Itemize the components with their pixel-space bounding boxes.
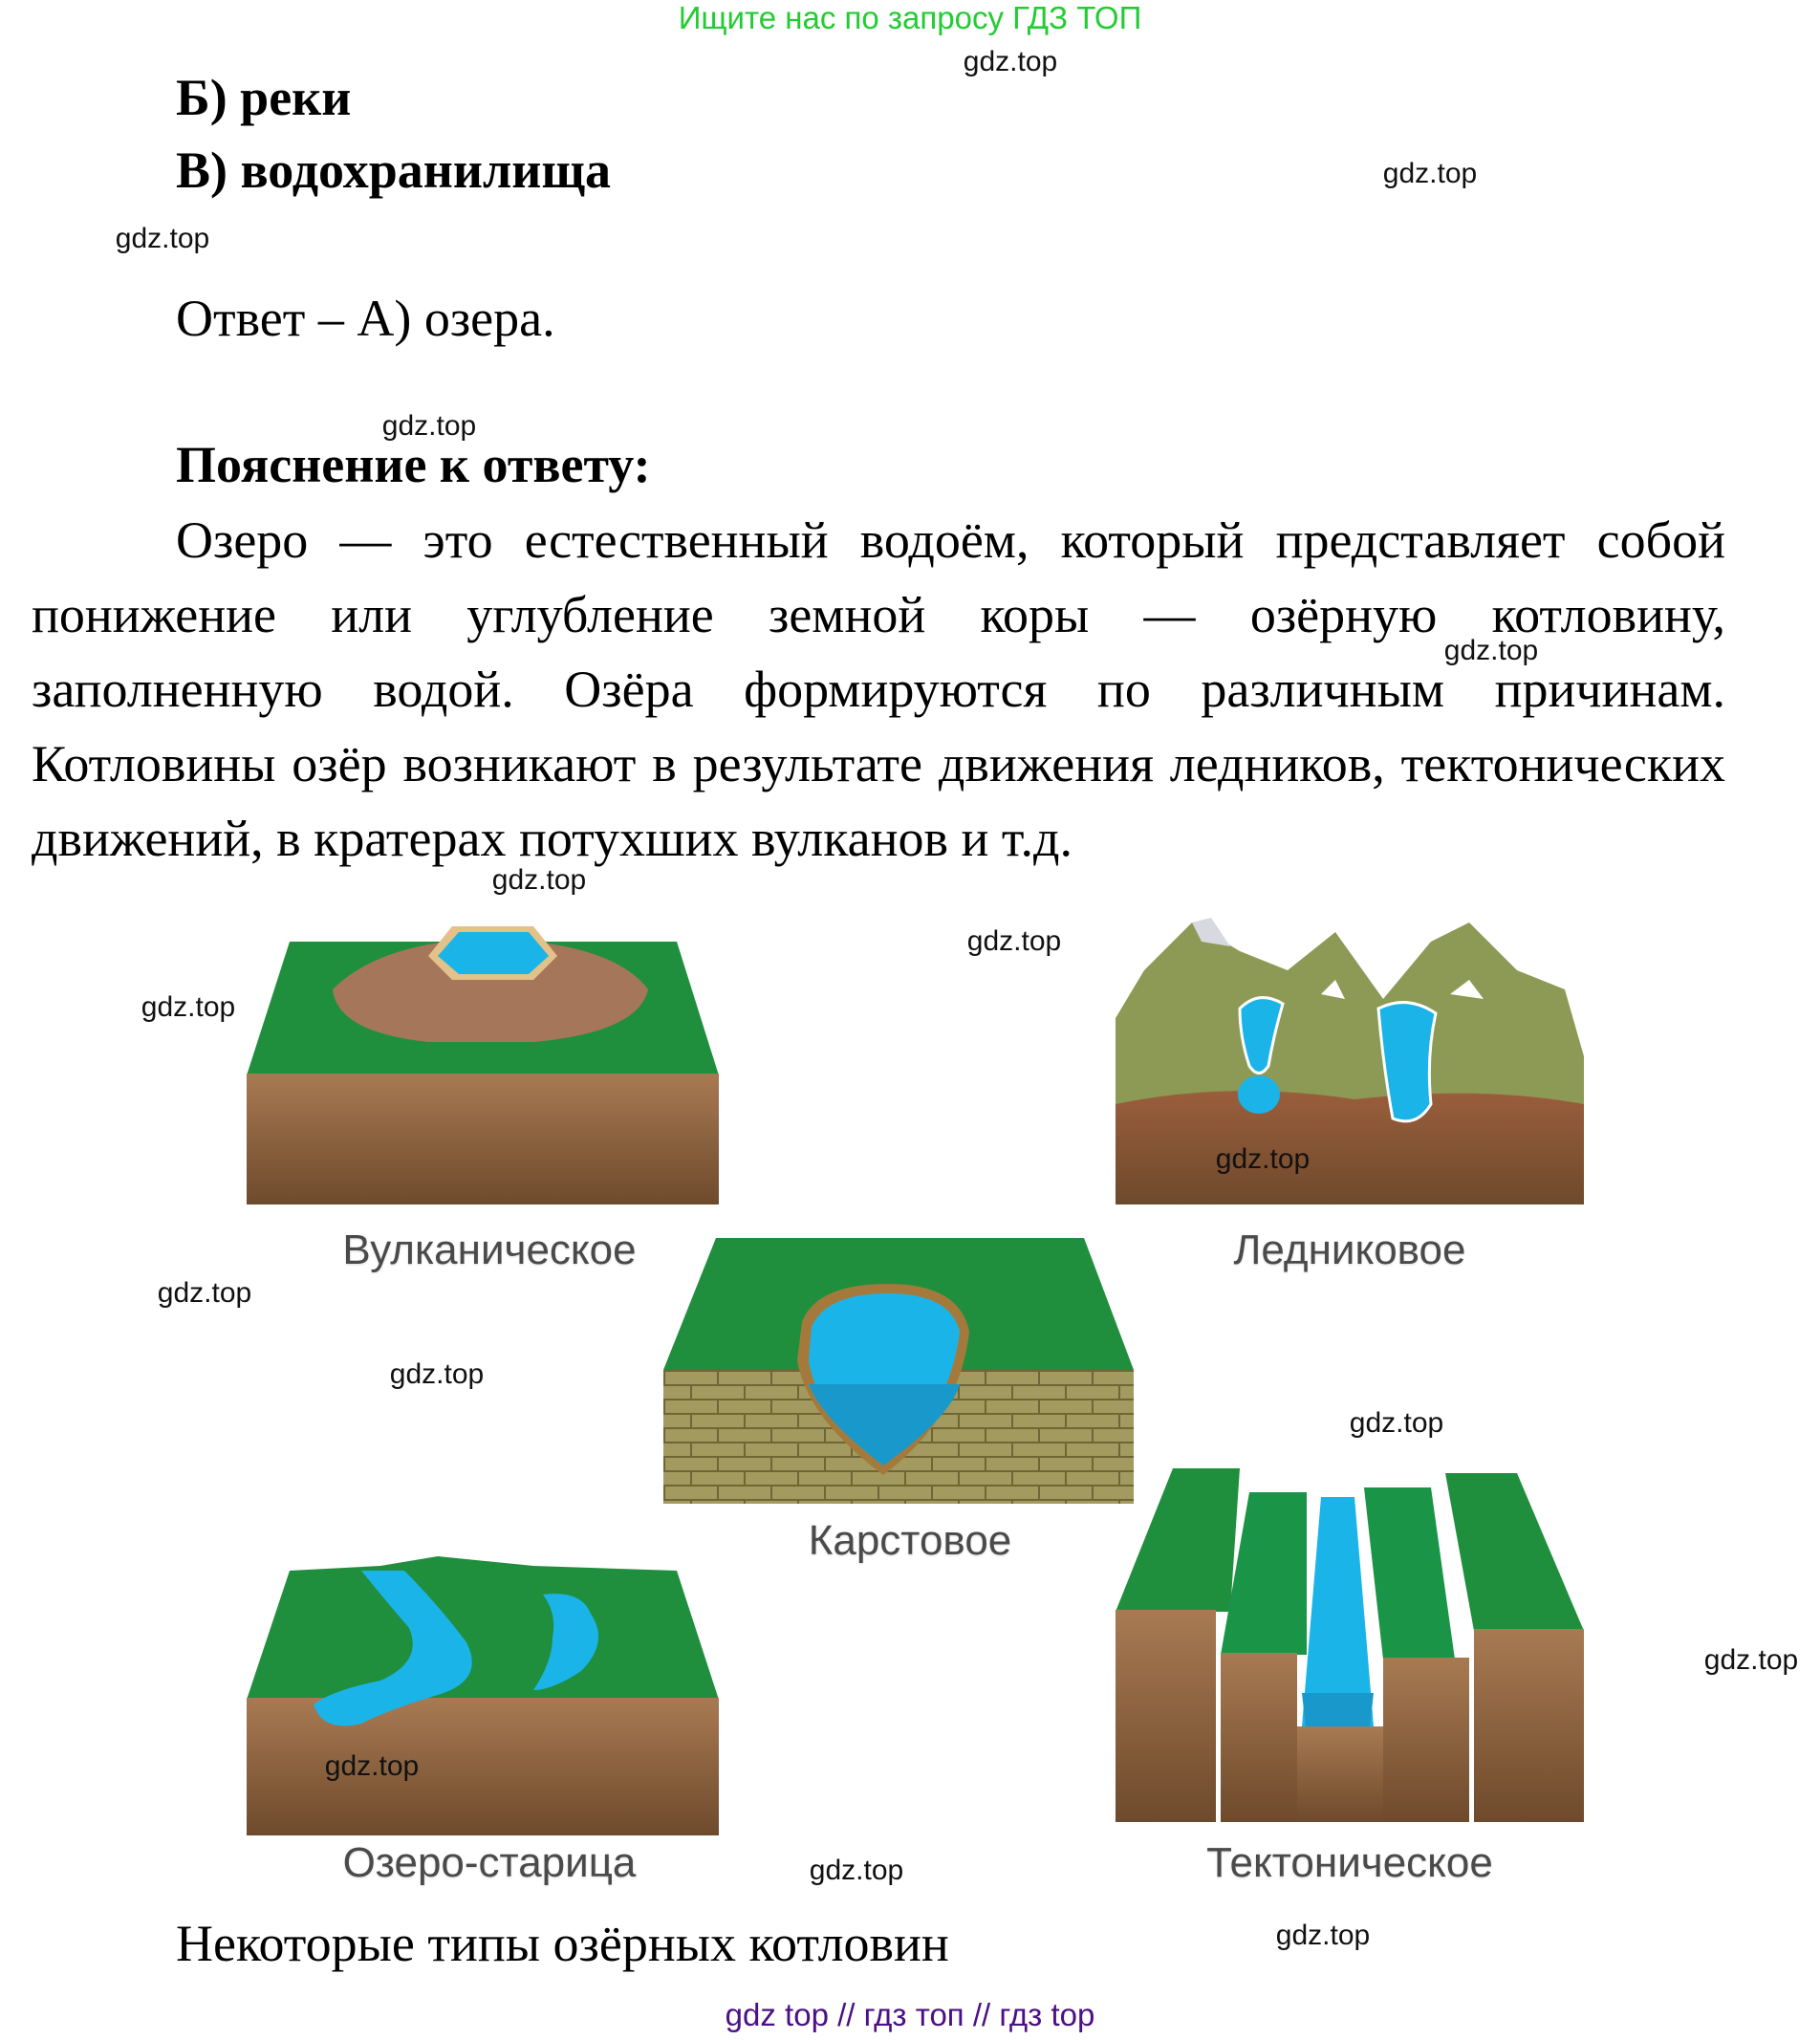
watermark: gdz.top — [324, 1750, 420, 1782]
watermark: gdz.top — [1443, 635, 1539, 666]
watermark: gdz.top — [157, 1277, 252, 1309]
watermark: gdz.top — [809, 1855, 904, 1886]
watermark: gdz.top — [115, 223, 210, 254]
illustration-tectonic — [1116, 1449, 1584, 1822]
illustration-karst — [663, 1226, 1134, 1504]
option-b: Б) реки — [176, 69, 352, 126]
explanation-title: Пояснение к ответу: — [176, 436, 651, 493]
watermark: gdz.top — [966, 925, 1062, 957]
option-v: В) водохранилища — [176, 141, 611, 199]
explanation-paragraph-text: Озеро — это естественный водоём, который представляет собой понижение или углубление земной коры — озёрную котловину, заполненную водой. Озёра формируются по различным причинам. Котловины озёр возникают в результате движения ледников, тектонических движений, в кратерах потухших вулканов и т.д. — [32, 511, 1725, 867]
label-glacial: Ледниковое — [1233, 1226, 1466, 1273]
illustration-volcanic — [247, 913, 719, 1204]
figure-caption: Некоторые типы озёрных котловин — [176, 1915, 949, 1972]
watermark: gdz.top — [1703, 1644, 1799, 1676]
watermark: gdz.top — [141, 991, 236, 1023]
label-volcanic: Вулканическое — [342, 1226, 637, 1273]
illustration-glacial — [1116, 913, 1584, 1204]
watermark: gdz.top — [963, 46, 1058, 77]
answer-text: Ответ – А) озера. — [176, 290, 555, 347]
watermark: gdz.top — [1382, 158, 1478, 189]
watermark: gdz.top — [381, 410, 477, 442]
footer-links: gdz top // гдз топ // гдз top — [725, 1997, 1095, 2032]
label-karst: Карстовое — [808, 1517, 1012, 1564]
label-oxbow: Озеро-старица — [342, 1839, 637, 1886]
watermark: gdz.top — [1215, 1143, 1311, 1175]
illustration-oxbow — [247, 1547, 719, 1835]
watermark: gdz.top — [491, 864, 587, 896]
search-banner: Ищите нас по запросу ГДЗ ТОП — [678, 0, 1142, 35]
watermark: gdz.top — [1349, 1407, 1444, 1439]
watermark: gdz.top — [389, 1358, 485, 1390]
watermark: gdz.top — [1275, 1920, 1371, 1951]
explanation-paragraph — [32, 503, 1725, 876]
label-tectonic: Тектоническое — [1206, 1839, 1493, 1886]
